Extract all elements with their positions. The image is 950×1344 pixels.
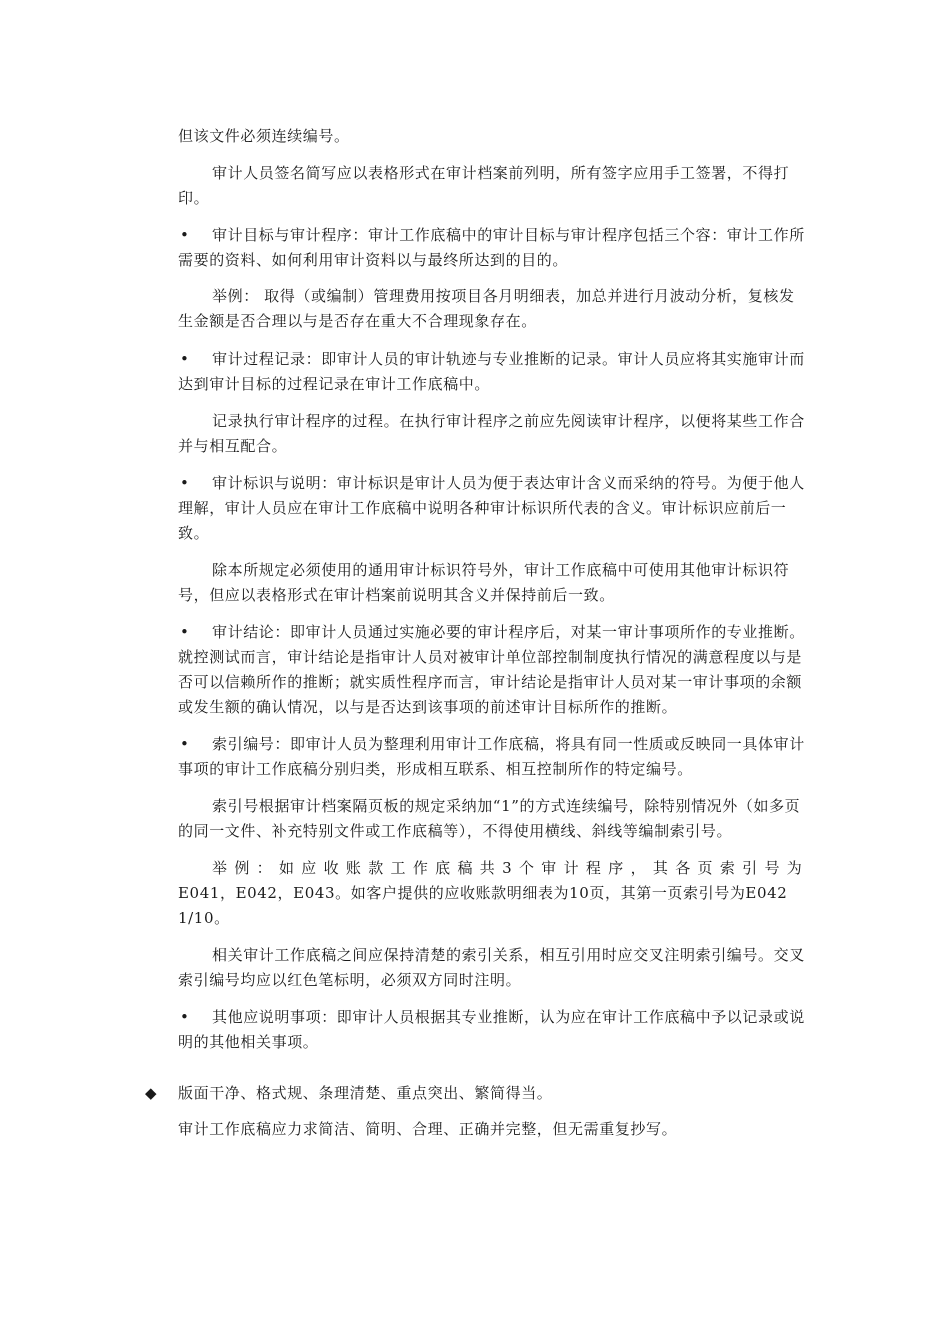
- diamond-bullet-icon: ◆: [145, 1084, 158, 1102]
- document-body: [145, 124, 806, 1153]
- bullet-item-text: 审计目标与审计程序：审计工作底稿中的审计目标与审计程序包括三个容：审计工作所需要的资料、如何利用审计资料以与最终所达到的目的。: [178, 226, 805, 269]
- index-example-line-1: 举例：如应收账款工作底稿共3个审计程序，其各页索引号为: [212, 859, 806, 877]
- bullet-item-text: 审计结论：即审计人员通过实施必要的审计程序后，对某一审计事项所作的专业推断。就控测试而言，审计结论是指审计人员对被审计单位部控制制度执行情况的满意程度以与是否可以信赖所作的推断；就实质性程序而言，审计结论是指审计人员对某一审计事项的余额或发生额的确认情况，以与是否达到该事项的前述审计目标所作的推断。: [178, 623, 805, 716]
- bullet-icon: •: [180, 226, 190, 244]
- bullet-icon: •: [180, 474, 190, 492]
- bullet-item-text: 审计过程记录：即审计人员的审计轨迹与专业推断的记录。审计人员应将其实施审计而达到审计目标的过程记录在审计工作底稿中。: [178, 350, 805, 393]
- bullet-item-audit-conclusion: [178, 620, 806, 720]
- bullet-item-audit-objectives: [178, 223, 806, 273]
- index-example-line-rest: E041，E042，E043。如客户提供的应收账款明细表为10页，其第一页索引号为E042 1/10。: [178, 884, 788, 927]
- paragraph-index-example: [178, 856, 806, 931]
- bullet-icon: •: [180, 623, 190, 641]
- section-heading-text: 版面干净、格式规、条理清楚、重点突出、繁简得当。: [178, 1084, 553, 1102]
- paragraph-signature-rule: 审计人员签名简写应以表格形式在审计档案前列明，所有签字应用手工签署，不得打印。: [178, 164, 790, 207]
- bullet-item-index-number: [178, 732, 806, 782]
- bullet-item-other-matters: [178, 1005, 806, 1055]
- paragraph-cross-reference: 相关审计工作底稿之间应保持清楚的索引关系，相互引用时应交叉注明索引编号。交叉索引编号均应以红色笔标明，必须双方同时注明。: [178, 946, 805, 989]
- section-heading-layout: [145, 1081, 806, 1106]
- bullet-icon: •: [180, 735, 190, 753]
- paragraph-continuation: 但该文件必须连续编号。: [178, 127, 350, 145]
- paragraph-concise-rule: 审计工作底稿应力求简洁、简明、合理、正确并完整，但无需重复抄写。: [178, 1120, 678, 1138]
- bullet-icon: •: [180, 1008, 190, 1026]
- bullet-item-text: 其他应说明事项：即审计人员根据其专业推断，认为应在审计工作底稿中予以记录或说明的其他相关事项。: [178, 1008, 805, 1051]
- bullet-icon: •: [180, 350, 190, 368]
- bullet-item-audit-process-record: [178, 347, 806, 397]
- bullet-item-text: 索引编号：即审计人员为整理利用审计工作底稿，将具有同一性质或反映同一具体审计事项的审计工作底稿分别归类，形成相互联系、相互控制所作的特定编号。: [178, 735, 805, 778]
- paragraph-index-rule: 索引号根据审计档案隔页板的规定采纳加“1”的方式连续编号，除特别情况外（如多页的同一文件、补充特别文件或工作底稿等），不得使用横线、斜线等编制索引号。: [178, 797, 801, 840]
- paragraph-general-marks: 除本所规定必须使用的通用审计标识符号外，审计工作底稿中可使用其他审计标识符号，但应以表格形式在审计档案前说明其含义并保持前后一致。: [178, 561, 790, 604]
- bullet-item-text: 审计标识与说明：审计标识是审计人员为便于表达审计含义而采纳的符号。为便于他人理解，审计人员应在审计工作底稿中说明各种审计标识所代表的含义。审计标识应前后一致。: [178, 474, 805, 542]
- paragraph-example-admin-expenses: 举例： 取得（或编制）管理费用按项目各月明细表，加总并进行月波动分析，复核发生金额是否合理以与是否存在重大不合理现象存在。: [178, 287, 795, 330]
- bullet-item-audit-marks: [178, 471, 806, 546]
- paragraph-record-procedure: 记录执行审计程序的过程。在执行审计程序之前应先阅读审计程序，以便将某些工作合并与相互配合。: [178, 412, 805, 455]
